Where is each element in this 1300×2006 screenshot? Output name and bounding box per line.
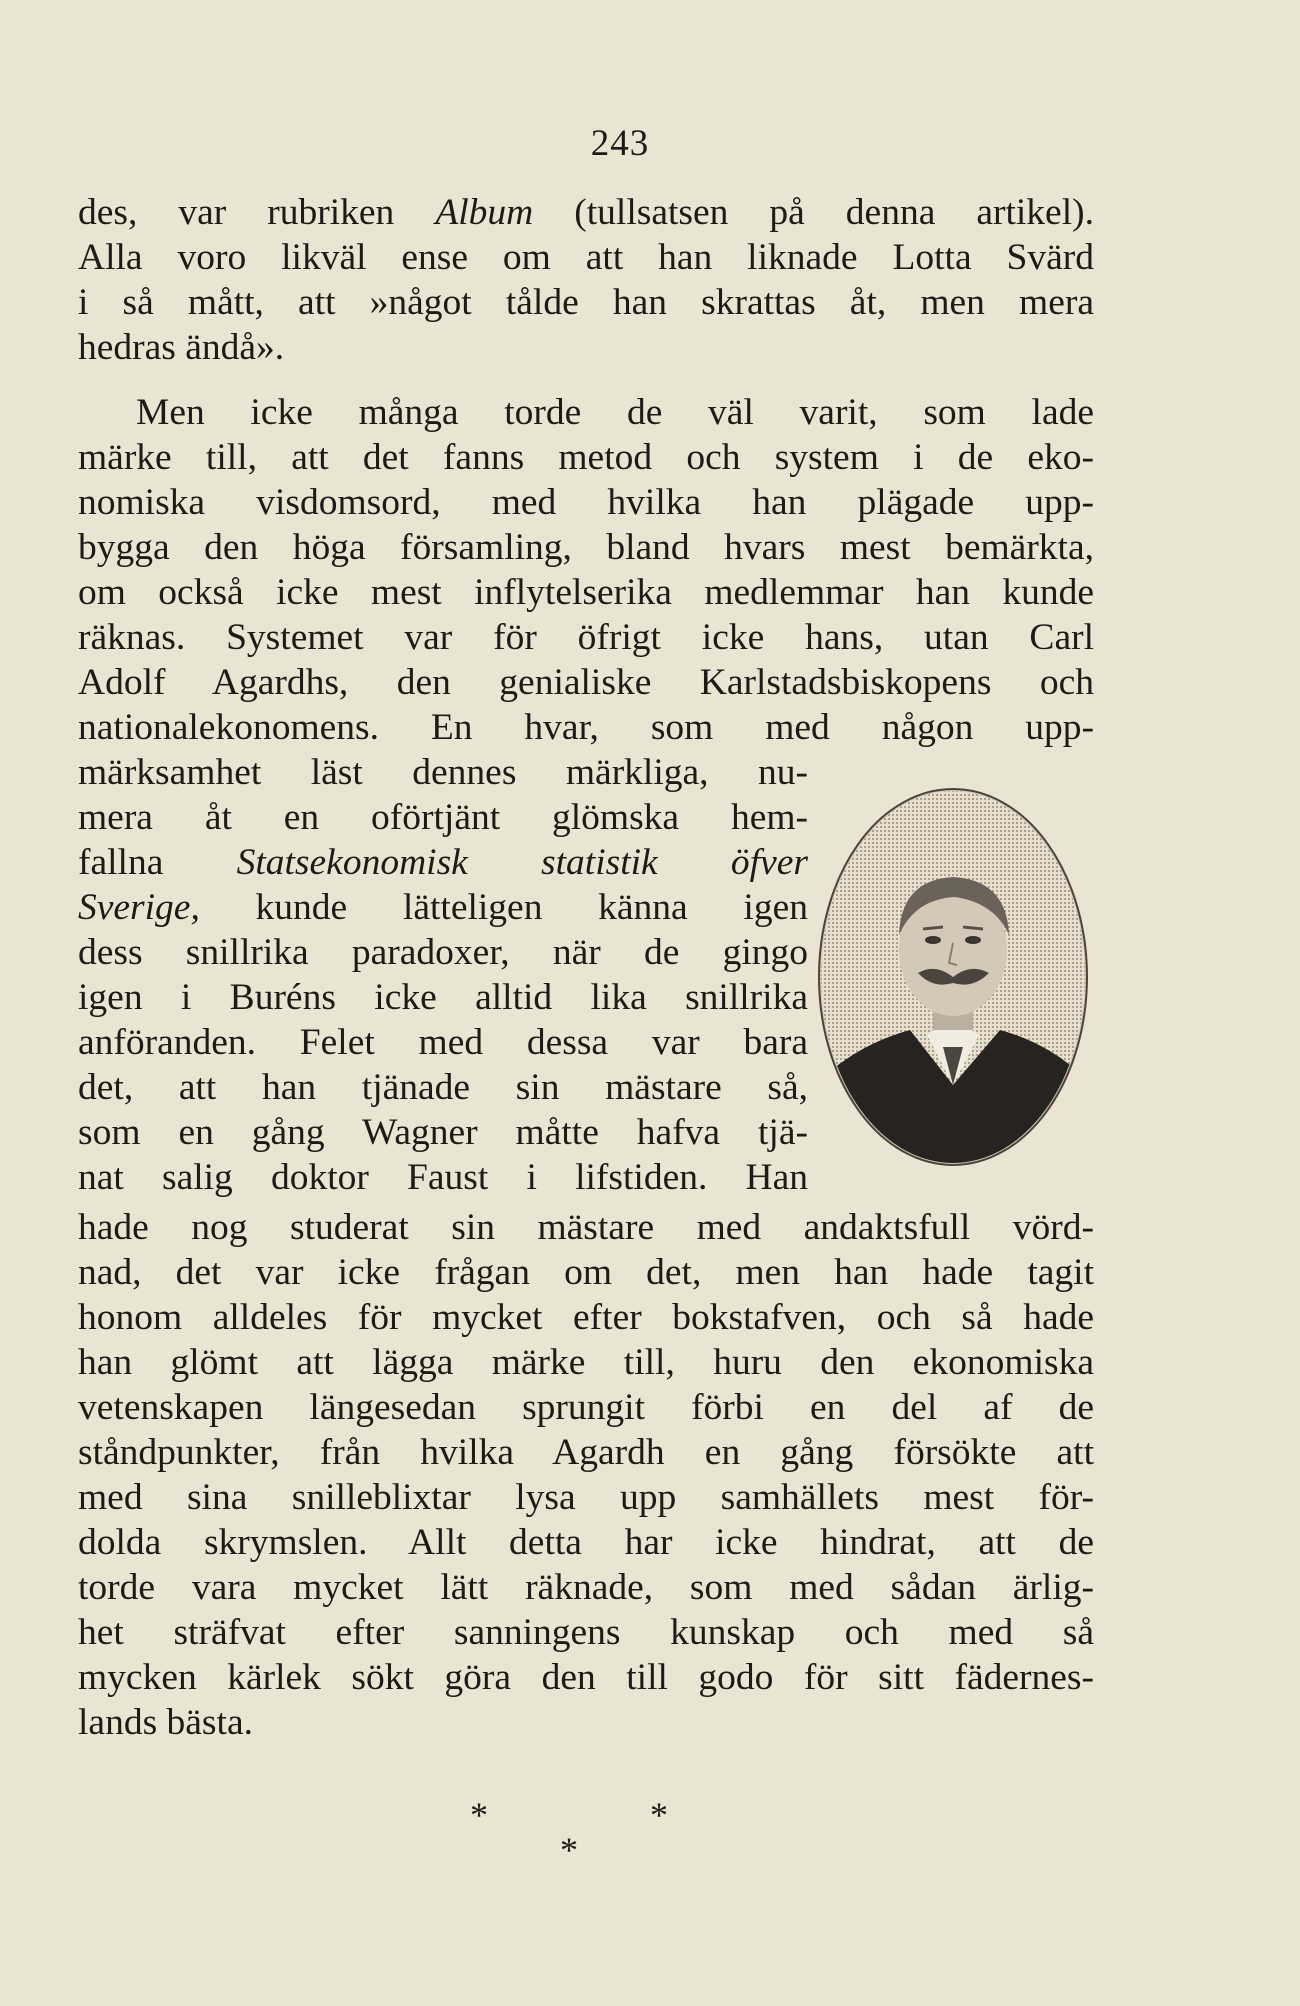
line-16-post: kunde lätteligen känna igen xyxy=(199,887,808,928)
text-line-27: vetenskapen längesedan sprungit förbi en del af de xyxy=(78,1387,1094,1428)
text-line-13: märksamhet läst dennes märkliga, nu- xyxy=(78,752,808,793)
text-line-10: räknas. Systemet var för öfrigt icke hans, utan Carl xyxy=(78,617,1094,658)
line-1-italic: Album xyxy=(435,192,534,233)
line-15-italic: Statsekonomisk statistik öfver xyxy=(236,842,808,883)
text-line-7: nomiska visdomsord, med hvilka han plägade upp- xyxy=(78,482,1094,523)
text-line-9: om också icke mest inflytelserika medlemmar han kunde xyxy=(78,572,1094,613)
text-line-20: det, att han tjänade sin mästare så, xyxy=(78,1067,808,1108)
portrait-engraving xyxy=(815,785,1091,1169)
text-line-11: Adolf Agardhs, den genialiske Karlstadsbiskopens och xyxy=(78,662,1094,703)
text-line-1 xyxy=(78,190,1094,236)
text-line-33: mycken kärlek sökt göra den till godo för sitt fädernes- xyxy=(78,1657,1094,1698)
text-line-3: i så mått, att »något tålde han skrattas åt, men mera xyxy=(78,282,1094,323)
text-line-21: som en gång Wagner måtte hafva tjä- xyxy=(78,1112,808,1153)
text-line-22: nat salig doktor Faust i lifstiden. Han xyxy=(78,1157,808,1198)
text-line-29: med sina snilleblixtar lysa upp samhällets mest för- xyxy=(78,1477,1094,1518)
text-line-31: torde vara mycket lätt räknade, som med sådan ärlig- xyxy=(78,1567,1094,1608)
asterisk-right: * xyxy=(650,1795,668,1835)
page-number: 243 xyxy=(590,123,650,164)
text-line-18: igen i Buréns icke alltid lika snillrika xyxy=(78,977,808,1018)
text-line-30: dolda skrymslen. Allt detta har icke hindrat, att de xyxy=(78,1522,1094,1563)
text-line-14: mera åt en oförtjänt glömska hem- xyxy=(78,797,808,838)
text-line-26: han glömt att lägga märke till, huru den ekonomiska xyxy=(78,1342,1094,1383)
text-line-5: Men icke många torde de väl varit, som lade xyxy=(136,392,1094,433)
text-line-8: bygga den höga församling, bland hvars mest bemärkta, xyxy=(78,527,1094,568)
text-line-19: anföranden. Felet med dessa var bara xyxy=(78,1022,808,1063)
text-line-12: nationalekonomens. En hvar, som med någon upp- xyxy=(78,707,1094,748)
text-line-17: dess snillrika paradoxer, när de gingo xyxy=(78,932,808,973)
text-line-23: hade nog studerat sin mästare med andaktsfull vörd- xyxy=(78,1207,1094,1248)
asterisk-left: * xyxy=(470,1795,488,1835)
text-line-24: nad, det var icke frågan om det, men han hade tagit xyxy=(78,1252,1094,1293)
line-16-italic: Sverige, xyxy=(78,887,200,928)
text-line-15 xyxy=(78,840,808,886)
asterisk-bottom: * xyxy=(560,1830,578,1870)
text-line-4: hedras ändå». xyxy=(78,327,285,368)
line-15-pre: fallna xyxy=(78,842,237,883)
line-1-pre: des, var rubriken xyxy=(78,192,436,233)
line-1-post: (tullsatsen på denna artikel). xyxy=(533,192,1094,233)
text-line-28: ståndpunkter, från hvilka Agardh en gång försökte att xyxy=(78,1432,1094,1473)
text-line-6: märke till, att det fanns metod och system i de eko- xyxy=(78,437,1094,478)
text-line-32: het sträfvat efter sanningens kunskap och med så xyxy=(78,1612,1094,1653)
text-line-16 xyxy=(78,885,808,931)
text-line-2: Alla voro likväl ense om att han liknade Lotta Svärd xyxy=(78,237,1094,278)
text-line-34: lands bästa. xyxy=(78,1702,253,1743)
text-line-25: honom alldeles för mycket efter bokstafven, och så hade xyxy=(78,1297,1094,1338)
